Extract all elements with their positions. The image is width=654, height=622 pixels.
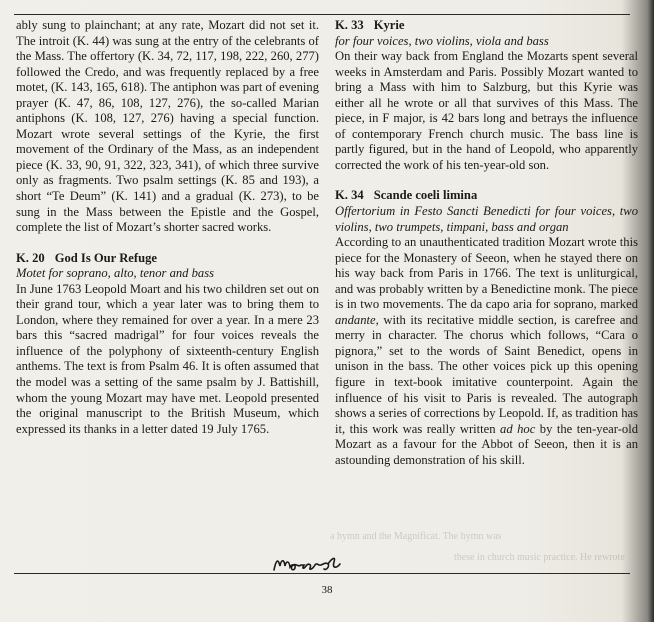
show-through-text-2: these in church music practice. He rewrote — [454, 552, 625, 563]
top-rule — [14, 14, 630, 15]
k33-body: On their way back from England the Mozarts spent several weeks in Amsterdam and Paris. Possibly Mozart wanted to bring a Mass with him to Salzburg, but this Kyrie was either all he wrote or all that survives of this Mass. The piece, in F major, is 42 bars long and betrays the influence of contemporary French church music. The bass line is partly figured, but in the hand of Leopold, who apparently corrected the work of his ten-year-old son. — [335, 49, 638, 172]
right-column — [335, 18, 638, 468]
k33-heading — [335, 18, 638, 34]
k34-body-part-2: with its recitative middle section, is carefree and merry in character. The chorus which follows, “Cara o pignora,” set to the words of Saint Benedict, opens in unison in the bass. The other voices pick up this opening figure in text-book imitative counterpoint. Again the influence of his visit to Paris is revealed. The autograph shows a series of corrections by Leopold. If, as tradition has it, this work was really written — [335, 312, 638, 436]
k33-title: Kyrie — [373, 18, 405, 32]
k20-heading — [16, 251, 319, 267]
k34-body-part-3: by the ten-year-old Mozart as a favour for the Abbot of Seeon, then it is an astounding demonstration of his skill. — [335, 421, 638, 467]
k20-scoring: Motet for soprano, alto, tenor and bass — [16, 266, 215, 281]
k20-body: In June 1763 Leopold Moart and his two children set out on their grand tour, which a year later was to bring them to London, where they remained for over a year. In a mere 23 bars this “sacred madrigal” for four voices reveals the influence of the polyphony of sixteenth-century English anthems. The text is from Psalm 46. It is often assumed that the model was a setting of the same psalm by J. Battishill, whom the young Mozart may have met. Leopold presented the original manuscript to the British Museum, which expressed its thanks in a letter dated 19 July 1765. — [16, 281, 319, 436]
k34-tempo-marking: andante, — [335, 312, 379, 327]
k20-number: K. 20 — [16, 250, 45, 265]
k34-title: Scande coeli limina — [373, 188, 478, 203]
intro-paragraph: ably sung to plainchant; at any rate, Mozart did not set it. The introit (K. 44) was sung at the entry of the celebrants of the Mass. The offertory (K. 34, 72, 117, 198, 222, 260, 277) followed the Credo, and was frequently replaced by a free motet, (K. 143, 165, 618). The antiphon was part of evening prayer (K. 47, 86, 108, 127, 276), the so-called Marian antiphons (K. 108, 127, 276) having a special function. Mozart wrote several settings of the Kyrie, the first movement of the Ordinary of the Mass, as an independent piece (K. 33, 90, 91, 322, 323, 341), of which three survive only as fragments. Two psalm settings (K. 85 and 193), a short “Te Deum” (K. 141) and a gradual (K. 273), to be sung in the Mass between the Epistle and the Gospel, complete the list of Mozart’s shorter sacred works. — [16, 18, 320, 235]
k34-body — [335, 235, 638, 468]
k34-scoring: Offertorium in Festo Sancti Benedicti for four voices, two violins, two trumpets, timpani, bass and organ — [335, 204, 638, 234]
k34-ad-hoc: ad hoc — [500, 421, 536, 436]
bottom-rule — [14, 573, 630, 574]
k34-number: K. 34 — [335, 188, 364, 203]
k33-number: K. 33 — [335, 18, 364, 32]
page-number: 38 — [321, 584, 333, 596]
mozart-signature-logo — [268, 552, 378, 574]
k33-scoring: for four voices, two violins, viola and bass — [335, 33, 549, 48]
show-through-text-1: a hymn and the Magnificat. The hymn was — [330, 531, 502, 542]
left-column — [16, 18, 319, 437]
k34-heading — [335, 188, 638, 204]
k20-title: God Is Our Refuge — [54, 250, 157, 265]
k34-body-part-1: According to an unauthenticated tradition Mozart wrote this piece for the Monastery of Seeon, when he stayed there on his way back from Paris in 1766. The text is unliturgical, and was probably written by a Benedictine monk. The piece is in two movements. The da capo aria for soprano, marked — [335, 235, 638, 312]
